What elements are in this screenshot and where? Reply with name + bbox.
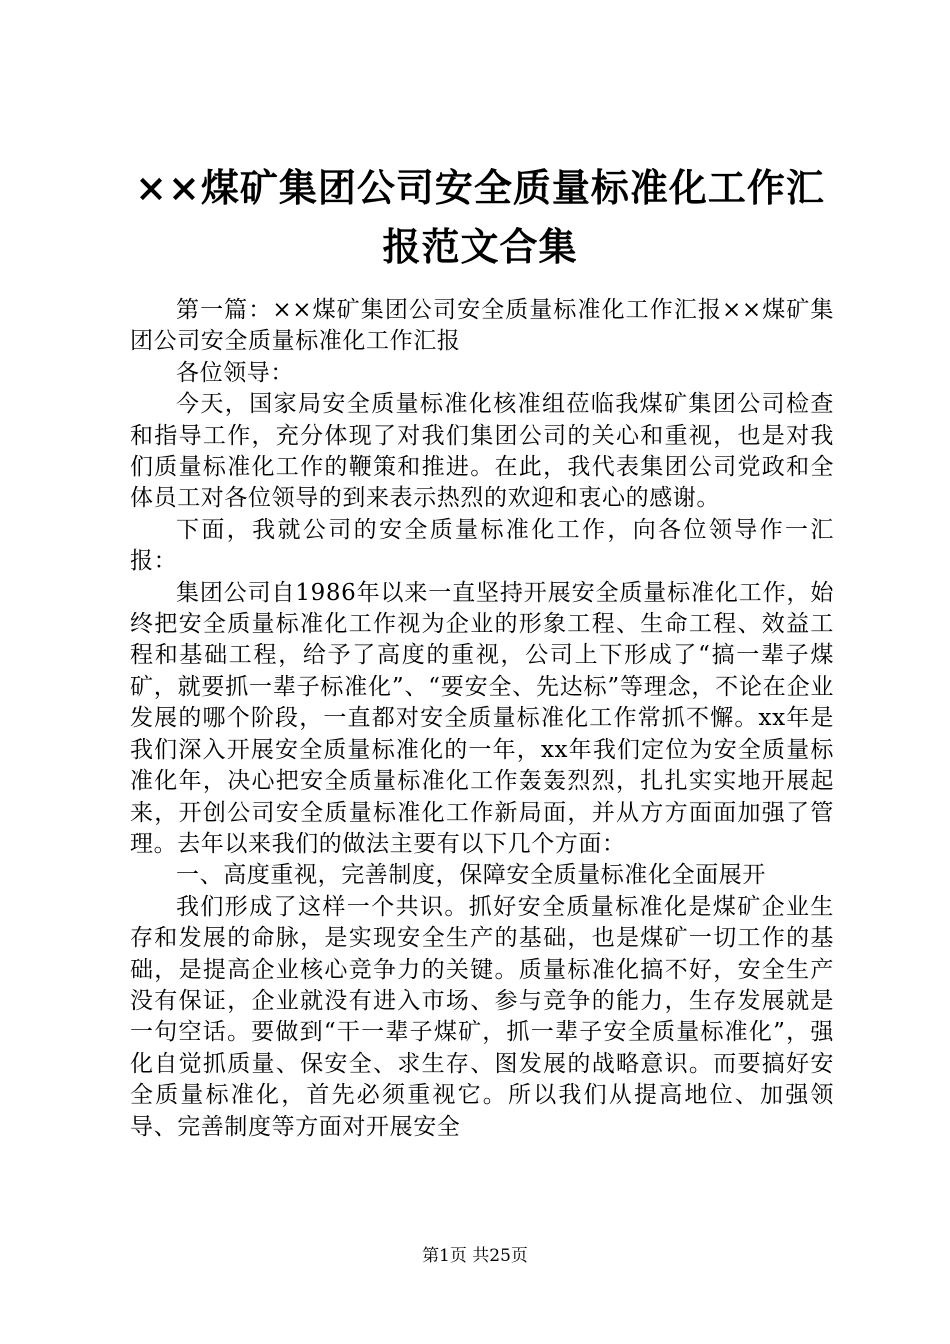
paragraph-heading-first-article: 第一篇：××煤矿集团公司安全质量标准化工作汇报××煤矿集团公司安全质量标准化工作汇报 xyxy=(130,297,834,355)
document-title: ××煤矿集团公司安全质量标准化工作汇报范文合集 xyxy=(135,165,825,269)
paragraph-salutation: 各位领导： xyxy=(176,359,294,386)
paragraph-intro: 下面，我就公司的安全质量标准化工作，向各位领导作一汇报： xyxy=(130,516,834,575)
paragraph-consensus: 我们形成了这样一个共识。抓好安全质量标准化是煤矿企业生存和发展的命脉，是实现安全生产的基础，也是煤矿一切工作的基础，是提高企业核心竞争力的关键。质量标准化搞不好，安全生产没有保证，企业就没有进入市场、参与竞争的能力，生存发展就是一句空话。要做到“干一辈子煤矿，抓一辈子安全质量标准化”，强化自觉抓质量、保安全、求生存、图发展的战略意识。而要搞好安全质量标准化，首先必须重视它。所以我们从提高地位、加强领导、完善制度等方面对开展安全 xyxy=(130,893,834,1140)
document-body xyxy=(130,295,834,1143)
section-heading-one: 一、高度重视，完善制度，保障安全质量标准化全面展开 xyxy=(176,862,766,889)
page-number-footer: 第1页 共25页 xyxy=(422,1246,528,1266)
paragraph-history: 集团公司自1986年以来一直坚持开展安全质量标准化工作，始终把安全质量标准化工作视为企业的形象工程、生命工程、效益工程和基础工程，给予了高度的重视，公司上下形成了“搞一辈子煤矿，就要抓一辈子标准化”、“要安全、先达标”等理念，不论在企业发展的哪个阶段，一直都对安全质量标准化工作常抓不懈。xx年是我们深入开展安全质量标准化的一年，xx年我们定位为安全质量标准化年，决心把安全质量标准化工作轰轰烈烈，扎扎实实地开展起来，开创公司安全质量标准化工作新局面，并从方方面面加强了管理。去年以来我们的做法主要有以下几个方面： xyxy=(130,579,834,857)
paragraph-welcome: 今天，国家局安全质量标准化核准组莅临我煤矿集团公司检查和指导工作，充分体现了对我们集团公司的关心和重视，也是对我们质量标准化工作的鞭策和推进。在此，我代表集团公司党政和全体员工对各位领导的到来表示热烈的欢迎和衷心的感谢。 xyxy=(130,391,834,512)
